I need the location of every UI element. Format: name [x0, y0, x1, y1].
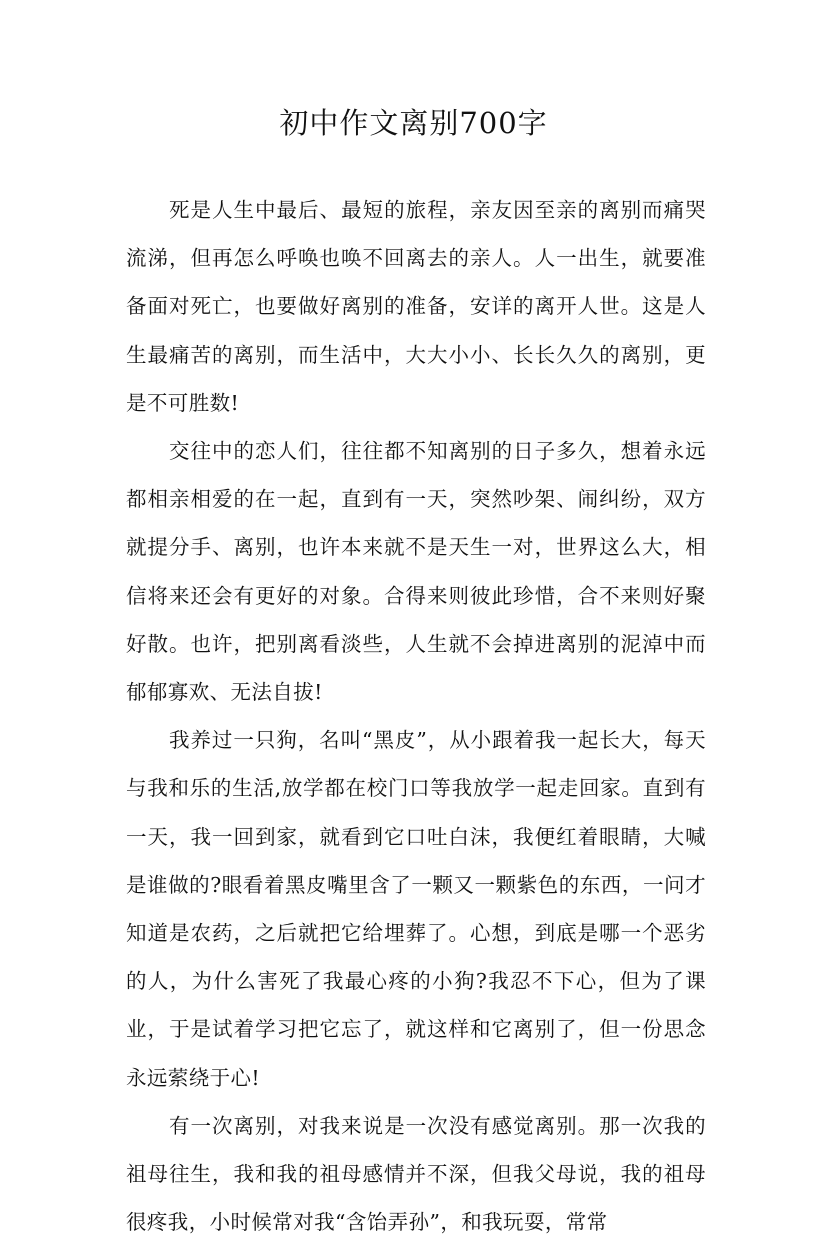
- paragraph-3: 我养过一只狗，名叫“黑皮”，从小跟着我一起长大，每天与我和乐的生活,放学都在校门口等我放学一起走回家。直到有一天，我一回到家，就看到它口吐白沫，我便红着眼睛，大喊是谁做的?眼看着黑皮嘴里含了一颗又一颗紫色的东西，一问才知道是农药，之后就把它给埋葬了。心想，到底是哪一个恶劣的人，为什么害死了我最心疼的小狗?我忍不下心，但为了课业，于是试着学习把它忘了，就这样和它离别了，但一份思念永远萦绕于心!: [126, 728, 706, 1090]
- paragraph-1: 死是人生中最后、最短的旅程，亲友因至亲的离别而痛哭流涕，但再怎么呼唤也唤不回离去的亲人。人一出生，就要准备面对死亡，也要做好离别的准备，安详的离开人世。这是人生最痛苦的离别，而生活中，大大小小、长长久久的离别，更是不可胜数!: [126, 198, 706, 415]
- document-title: 初中作文离别700字: [279, 106, 548, 140]
- paragraph-2: 交往中的恋人们，往往都不知离别的日子多久，想着永远都相亲相爱的在一起，直到有一天，突然吵架、闹纠纷，双方就提分手、离别，也许本来就不是天生一对，世界这么大，相信将来还会有更好的对象。合得来则彼此珍惜，合不来则好聚好散。也许，把别离看淡些，人生就不会掉进离别的泥淖中而郁郁寡欢、无法自拔!: [126, 439, 706, 705]
- paragraph-4: 有一次离别，对我来说是一次没有感觉离别。那一次我的祖母往生，我和我的祖母感情并不深，但我父母说，我的祖母很疼我，小时候常对我“含饴弄孙”，和我玩耍，常常: [126, 1113, 706, 1235]
- document-body: [126, 186, 706, 1246]
